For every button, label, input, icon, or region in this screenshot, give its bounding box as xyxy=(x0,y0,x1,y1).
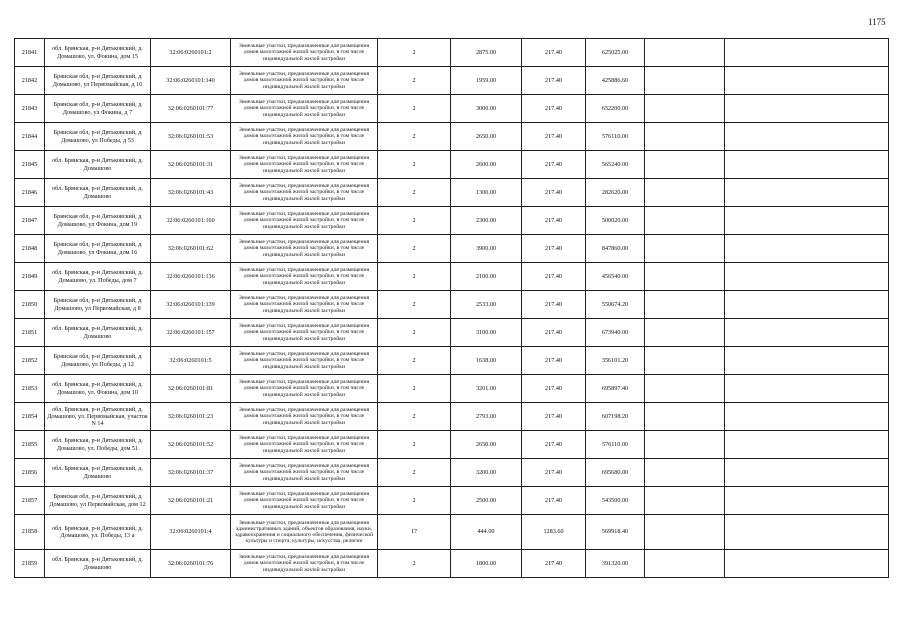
blank-cell xyxy=(645,235,725,263)
cadastral-number-cell: 32:06:0260101:77 xyxy=(151,95,231,123)
cadastral-number-cell: 32:06:0260101:139 xyxy=(151,291,231,319)
cadastral-value-cell: 425886.60 xyxy=(586,67,645,95)
row-number-cell: 21848 xyxy=(15,235,45,263)
land-use-cell: Земельные участки, предназначенные для размещения административных зданий, объектов образования, науки, здравоохранения и социального обеспечения, физической культуры и спорта, культуры, искусства, религии xyxy=(231,515,378,550)
row-number-cell: 21856 xyxy=(15,459,45,487)
area-cell: 2300.00 xyxy=(451,207,522,235)
cadastral-value-cell: 391320.00 xyxy=(586,550,645,578)
specific-value-cell: 217.40 xyxy=(522,459,586,487)
specific-value-cell: 217.40 xyxy=(522,550,586,578)
address-cell: Брянская обл, р-н Дятьковский, д Домашово, ул Первомайская, д 16 xyxy=(45,67,151,95)
land-use-cell: Земельные участки, предназначенные для размещения домов малоэтажной жилой застройки, в том числе индивидуальной жилой застройки xyxy=(231,67,378,95)
area-cell: 2650.00 xyxy=(451,123,522,151)
specific-value-cell: 217.40 xyxy=(522,291,586,319)
blank-cell xyxy=(645,550,725,578)
address-cell: обл. Брянская, р-н Дятьковский, д. Домашово, ул. Первомайская, участок N 14 xyxy=(45,403,151,431)
address-cell: обл. Брянская, р-н Дятьковский, д. Домашово xyxy=(45,319,151,347)
table-row xyxy=(15,67,889,95)
group-cell: 2 xyxy=(378,459,451,487)
blank-cell xyxy=(725,291,889,319)
cadastral-value-cell: 625025.00 xyxy=(586,39,645,67)
table-row xyxy=(15,431,889,459)
blank-cell xyxy=(645,151,725,179)
specific-value-cell: 217.40 xyxy=(522,487,586,515)
group-cell: 2 xyxy=(378,319,451,347)
specific-value-cell: 217.40 xyxy=(522,347,586,375)
group-cell: 2 xyxy=(378,39,451,67)
land-use-cell: Земельные участки, предназначенные для размещения домов малоэтажной жилой застройки, в том числе индивидуальной жилой застройки xyxy=(231,263,378,291)
blank-cell xyxy=(645,207,725,235)
row-number-cell: 21845 xyxy=(15,151,45,179)
address-cell: Брянская обл, р-н Дятьковский, д Домашово, ул Первомайская, д 8 xyxy=(45,291,151,319)
cadastral-number-cell: 32:06:0260101:2 xyxy=(151,39,231,67)
specific-value-cell: 217.40 xyxy=(522,179,586,207)
area-cell: 1800.00 xyxy=(451,550,522,578)
row-number-cell: 21855 xyxy=(15,431,45,459)
group-cell: 2 xyxy=(378,207,451,235)
blank-cell xyxy=(725,431,889,459)
cadastral-value-cell: 456540.00 xyxy=(586,263,645,291)
group-cell: 2 xyxy=(378,263,451,291)
cadastral-number-cell: 32:06:0260101:5 xyxy=(151,347,231,375)
table-body xyxy=(15,39,889,578)
blank-cell xyxy=(725,319,889,347)
row-number-cell: 21844 xyxy=(15,123,45,151)
blank-cell xyxy=(645,263,725,291)
row-number-cell: 21858 xyxy=(15,515,45,550)
address-cell: обл. Брянская, р-н Дятьковский, д. Домашово, ул. Фокина, дом 10 xyxy=(45,375,151,403)
table-row xyxy=(15,347,889,375)
area-cell: 3000.00 xyxy=(451,95,522,123)
cadastral-value-cell: 576110.00 xyxy=(586,123,645,151)
land-use-cell: Земельные участки, предназначенные для размещения домов малоэтажной жилой застройки, в том числе индивидуальной жилой застройки xyxy=(231,151,378,179)
row-number-cell: 21853 xyxy=(15,375,45,403)
specific-value-cell: 217.40 xyxy=(522,431,586,459)
blank-cell xyxy=(725,487,889,515)
cadastral-value-table xyxy=(14,38,889,578)
group-cell: 2 xyxy=(378,235,451,263)
row-number-cell: 21852 xyxy=(15,347,45,375)
area-cell: 1638.00 xyxy=(451,347,522,375)
blank-cell xyxy=(725,347,889,375)
blank-cell xyxy=(645,291,725,319)
cadastral-number-cell: 32:06:0260101:76 xyxy=(151,550,231,578)
cadastral-value-cell: 550674.20 xyxy=(586,291,645,319)
address-cell: Брянская обл, р-н Дятьковский, д Домашово, ул Победы, д 53 xyxy=(45,123,151,151)
address-cell: обл. Брянская, р-н Дятьковский, д. Домашово xyxy=(45,459,151,487)
cadastral-number-cell: 32:06:0260101:21 xyxy=(151,487,231,515)
blank-cell xyxy=(645,431,725,459)
blank-cell xyxy=(725,263,889,291)
blank-cell xyxy=(645,39,725,67)
area-cell: 3100.00 xyxy=(451,319,522,347)
land-use-cell: Земельные участки, предназначенные для размещения домов малоэтажной жилой застройки, в том числе индивидуальной жилой застройки xyxy=(231,319,378,347)
cadastral-number-cell: 32:06:0260101:140 xyxy=(151,67,231,95)
cadastral-value-cell: 282620.00 xyxy=(586,179,645,207)
address-cell: обл. Брянская, р-н Дятьковский, д. Домашово, ул. Фокина, дом 15 xyxy=(45,39,151,67)
cadastral-number-cell: 32:06:0260101:53 xyxy=(151,123,231,151)
area-cell: 2533.00 xyxy=(451,291,522,319)
group-cell: 2 xyxy=(378,67,451,95)
land-use-cell: Земельные участки, предназначенные для размещения домов малоэтажной жилой застройки, в том числе индивидуальной жилой застройки xyxy=(231,235,378,263)
blank-cell xyxy=(645,487,725,515)
address-cell: Брянская обл, р-н Дятьковский, д Домашово, ул Фокина, д 7 xyxy=(45,95,151,123)
cadastral-value-cell: 652200.00 xyxy=(586,95,645,123)
cadastral-value-cell: 607198.20 xyxy=(586,403,645,431)
table-row xyxy=(15,319,889,347)
land-use-cell: Земельные участки, предназначенные для размещения домов малоэтажной жилой застройки, в том числе индивидуальной жилой застройки xyxy=(231,291,378,319)
blank-cell xyxy=(645,67,725,95)
cadastral-number-cell: 32:06:0260101:157 xyxy=(151,319,231,347)
table-row xyxy=(15,95,889,123)
area-cell: 444.00 xyxy=(451,515,522,550)
address-cell: обл. Брянская, р-н Дятьковский, д. Домашово xyxy=(45,550,151,578)
area-cell: 2875.00 xyxy=(451,39,522,67)
table-row xyxy=(15,207,889,235)
area-cell: 2650.00 xyxy=(451,431,522,459)
blank-cell xyxy=(725,550,889,578)
specific-value-cell: 217.40 xyxy=(522,207,586,235)
table-row xyxy=(15,235,889,263)
blank-cell xyxy=(645,347,725,375)
specific-value-cell: 217.40 xyxy=(522,319,586,347)
address-cell: обл. Брянская, р-н Дятьковский, д. Домашово, ул. Победы, дом 7 xyxy=(45,263,151,291)
specific-value-cell: 1283.60 xyxy=(522,515,586,550)
table-row xyxy=(15,151,889,179)
row-number-cell: 21842 xyxy=(15,67,45,95)
specific-value-cell: 217.40 xyxy=(522,235,586,263)
blank-cell xyxy=(645,375,725,403)
cadastral-value-cell: 695897.40 xyxy=(586,375,645,403)
group-cell: 2 xyxy=(378,95,451,123)
group-cell: 2 xyxy=(378,431,451,459)
area-cell: 3200.00 xyxy=(451,459,522,487)
area-cell: 1959.00 xyxy=(451,67,522,95)
blank-cell xyxy=(725,123,889,151)
blank-cell xyxy=(645,403,725,431)
cadastral-value-cell: 673940.00 xyxy=(586,319,645,347)
cadastral-number-cell: 32:06:0260101:136 xyxy=(151,263,231,291)
cadastral-value-cell: 847860.00 xyxy=(586,235,645,263)
blank-cell xyxy=(725,179,889,207)
cadastral-number-cell: 32:06:0260101:37 xyxy=(151,459,231,487)
group-cell: 2 xyxy=(378,151,451,179)
row-number-cell: 21847 xyxy=(15,207,45,235)
row-number-cell: 21843 xyxy=(15,95,45,123)
address-cell: обл. Брянская, р-н Дятьковский, д. Домашово xyxy=(45,151,151,179)
group-cell: 2 xyxy=(378,403,451,431)
table-row xyxy=(15,487,889,515)
land-use-cell: Земельные участки, предназначенные для размещения домов малоэтажной жилой застройки, в том числе индивидуальной жилой застройки xyxy=(231,95,378,123)
table-row xyxy=(15,515,889,550)
land-use-cell: Земельные участки, предназначенные для размещения домов малоэтажной жилой застройки, в том числе индивидуальной жилой застройки xyxy=(231,459,378,487)
cadastral-number-cell: 32:06:0260101:43 xyxy=(151,179,231,207)
blank-cell xyxy=(725,515,889,550)
address-cell: Брянская обл, р-н Дятьковский, д Домашово, ул Фокина, дом 19 xyxy=(45,207,151,235)
blank-cell xyxy=(645,123,725,151)
blank-cell xyxy=(645,515,725,550)
address-cell: Брянская обл, р-н Дятьковский, д Домашово, ул Фокина, дом 16 xyxy=(45,235,151,263)
specific-value-cell: 217.40 xyxy=(522,263,586,291)
row-number-cell: 21841 xyxy=(15,39,45,67)
address-cell: Брянская обл, р-н Дятьковский, д Домашово, ул Победы, д 12 xyxy=(45,347,151,375)
blank-cell xyxy=(725,95,889,123)
blank-cell xyxy=(725,151,889,179)
cadastral-number-cell: 32:06:0260101:81 xyxy=(151,375,231,403)
blank-cell xyxy=(645,179,725,207)
blank-cell xyxy=(725,67,889,95)
table-row xyxy=(15,459,889,487)
row-number-cell: 21851 xyxy=(15,319,45,347)
group-cell: 2 xyxy=(378,550,451,578)
blank-cell xyxy=(725,39,889,67)
land-use-cell: Земельные участки, предназначенные для размещения домов малоэтажной жилой застройки, в том числе индивидуальной жилой застройки xyxy=(231,431,378,459)
table-row xyxy=(15,291,889,319)
cadastral-value-cell: 565240.00 xyxy=(586,151,645,179)
land-use-cell: Земельные участки, предназначенные для размещения домов малоэтажной жилой застройки, в том числе индивидуальной жилой застройки xyxy=(231,179,378,207)
table-row xyxy=(15,550,889,578)
land-use-cell: Земельные участки, предназначенные для размещения домов малоэтажной жилой застройки, в том числе индивидуальной жилой застройки xyxy=(231,403,378,431)
area-cell: 2100.00 xyxy=(451,263,522,291)
cadastral-value-cell: 356101.20 xyxy=(586,347,645,375)
specific-value-cell: 217.40 xyxy=(522,95,586,123)
area-cell: 3201.00 xyxy=(451,375,522,403)
table-row xyxy=(15,403,889,431)
group-cell: 2 xyxy=(378,179,451,207)
table-row xyxy=(15,375,889,403)
table-row xyxy=(15,123,889,151)
row-number-cell: 21859 xyxy=(15,550,45,578)
specific-value-cell: 217.40 xyxy=(522,39,586,67)
table-row xyxy=(15,179,889,207)
table-row xyxy=(15,263,889,291)
specific-value-cell: 217.40 xyxy=(522,375,586,403)
group-cell: 2 xyxy=(378,347,451,375)
land-use-cell: Земельные участки, предназначенные для размещения домов малоэтажной жилой застройки, в том числе индивидуальной жилой застройки xyxy=(231,347,378,375)
row-number-cell: 21850 xyxy=(15,291,45,319)
specific-value-cell: 217.40 xyxy=(522,151,586,179)
row-number-cell: 21849 xyxy=(15,263,45,291)
group-cell: 2 xyxy=(378,291,451,319)
land-use-cell: Земельные участки, предназначенные для размещения домов малоэтажной жилой застройки, в том числе индивидуальной жилой застройки xyxy=(231,207,378,235)
cadastral-value-cell: 576110.00 xyxy=(586,431,645,459)
area-cell: 2500.00 xyxy=(451,487,522,515)
group-cell: 2 xyxy=(378,123,451,151)
blank-cell xyxy=(725,403,889,431)
land-use-cell: Земельные участки, предназначенные для размещения домов малоэтажной жилой застройки, в том числе индивидуальной жилой застройки xyxy=(231,123,378,151)
blank-cell xyxy=(725,375,889,403)
area-cell: 2793.00 xyxy=(451,403,522,431)
cadastral-number-cell: 32:06:0260101:23 xyxy=(151,403,231,431)
area-cell: 1300.00 xyxy=(451,179,522,207)
cadastral-value-cell: 569918.40 xyxy=(586,515,645,550)
area-cell: 2600.00 xyxy=(451,151,522,179)
group-cell: 17 xyxy=(378,515,451,550)
cadastral-number-cell: 32:06:0260101:160 xyxy=(151,207,231,235)
address-cell: обл. Брянская, р-н Дятьковский, д. Домашово, ул. Победы, дом 51 xyxy=(45,431,151,459)
cadastral-value-cell: 543500.00 xyxy=(586,487,645,515)
row-number-cell: 21857 xyxy=(15,487,45,515)
cadastral-number-cell: 32:06:0260101:4 xyxy=(151,515,231,550)
blank-cell xyxy=(645,95,725,123)
specific-value-cell: 217.40 xyxy=(522,123,586,151)
blank-cell xyxy=(645,459,725,487)
land-use-cell: Земельные участки, предназначенные для размещения домов малоэтажной жилой застройки, в том числе индивидуальной жилой застройки xyxy=(231,487,378,515)
blank-cell xyxy=(645,319,725,347)
address-cell: Брянская обл, р-н Дятьковский, д Домашово, ул Первомайская, дом 12 xyxy=(45,487,151,515)
table-row xyxy=(15,39,889,67)
land-use-cell: Земельные участки, предназначенные для размещения домов малоэтажной жилой застройки, в том числе индивидуальной жилой застройки xyxy=(231,375,378,403)
cadastral-number-cell: 32:06:0260101:52 xyxy=(151,431,231,459)
group-cell: 2 xyxy=(378,375,451,403)
row-number-cell: 21854 xyxy=(15,403,45,431)
group-cell: 2 xyxy=(378,487,451,515)
cadastral-number-cell: 32:06:0260101:31 xyxy=(151,151,231,179)
address-cell: обл. Брянская, р-н Дятьковский, д. Домашово, ул. Победы, 13 а xyxy=(45,515,151,550)
cadastral-value-cell: 695680.00 xyxy=(586,459,645,487)
land-use-cell: Земельные участки, предназначенные для размещения домов малоэтажной жилой застройки, в том числе индивидуальной жилой застройки xyxy=(231,39,378,67)
cadastral-value-cell: 500020.00 xyxy=(586,207,645,235)
cadastral-number-cell: 32:06:0260101:62 xyxy=(151,235,231,263)
specific-value-cell: 217.40 xyxy=(522,67,586,95)
specific-value-cell: 217.40 xyxy=(522,403,586,431)
area-cell: 3900.00 xyxy=(451,235,522,263)
blank-cell xyxy=(725,459,889,487)
blank-cell xyxy=(725,235,889,263)
page-number: 1175 xyxy=(868,17,886,27)
land-use-cell: Земельные участки, предназначенные для размещения домов малоэтажной жилой застройки, в том числе индивидуальной жилой застройки xyxy=(231,550,378,578)
address-cell: обл. Брянская, р-н Дятьковский, д. Домашово xyxy=(45,179,151,207)
row-number-cell: 21846 xyxy=(15,179,45,207)
blank-cell xyxy=(725,207,889,235)
